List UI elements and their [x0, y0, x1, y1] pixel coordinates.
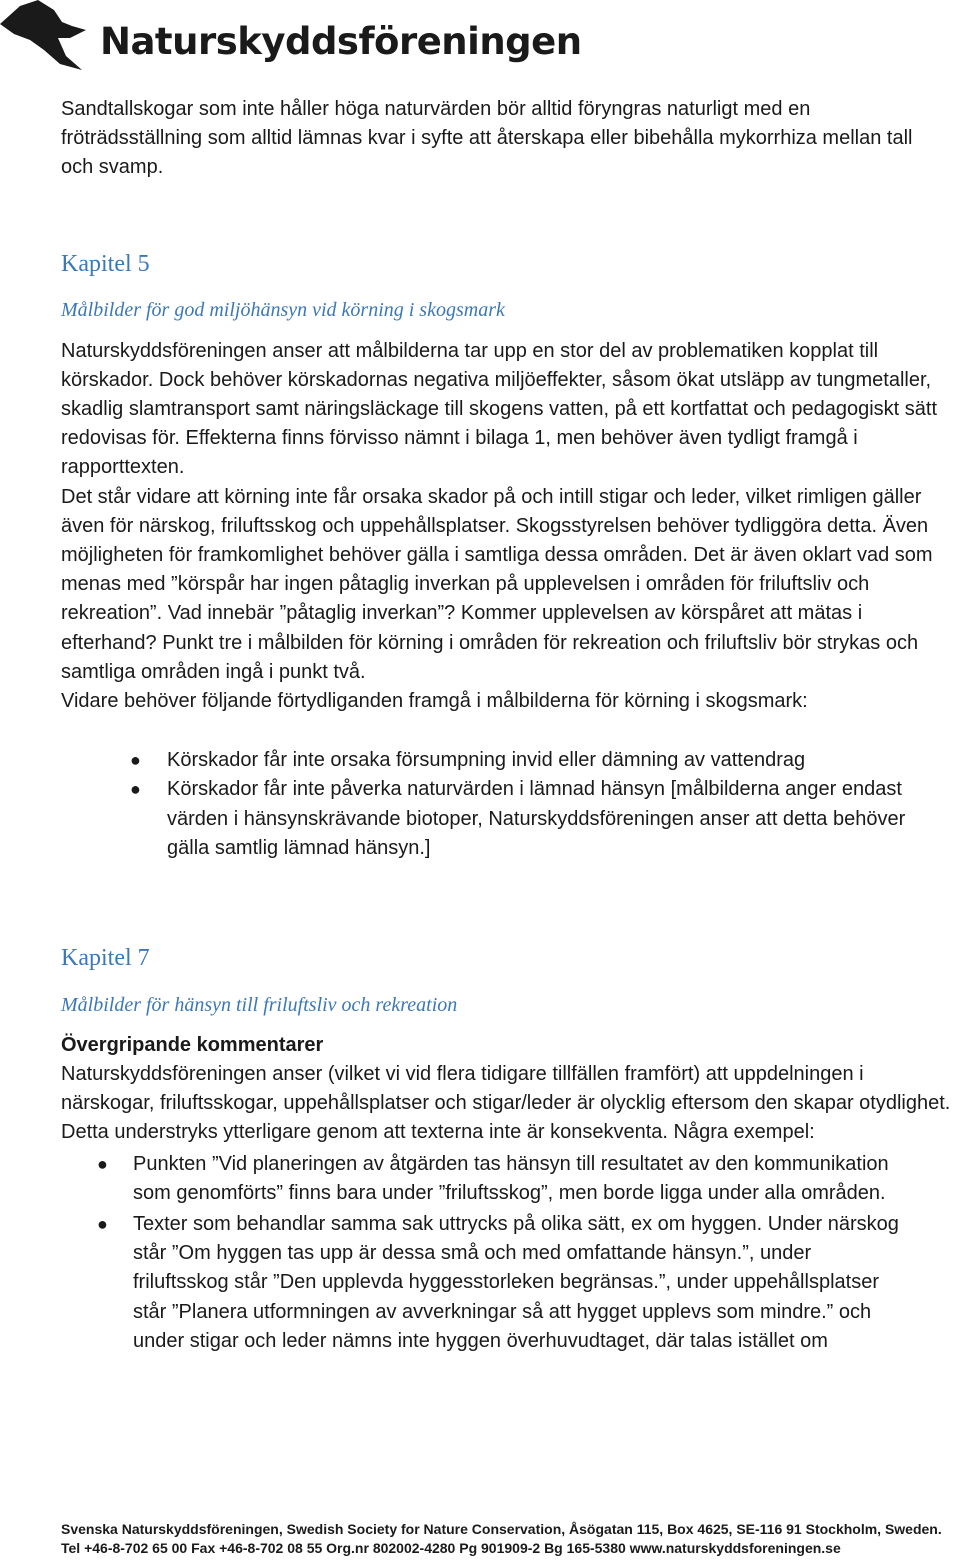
list-item: ● Körskador får inte orsaka försumpning invid eller dämning av vattendrag — [58, 746, 916, 775]
chapter-7-title: Kapitel 7 — [61, 945, 150, 972]
footer-contact: Tel +46-8-702 65 00 Fax +46-8-702 08 55 Org.nr 802002-4280 Pg 901909-2 Bg 165-5380 www.naturskyddsforeningen.se — [61, 1540, 841, 1556]
list-item: ● Texter som behandlar samma sak uttrycks på olika sätt, ex om hyggen. Under närskog står ”Om hyggen tas upp är dessa små och med omfattande hänsyn.”, under friluftsskog står ”Den upplevda hyggesstorleken begränsas.”, under uppehållsplatser står ”Planera utformningen av avverkningar så att hygget upplevs som mindre.” och under stigar och leder nämns inte hyggen överhuvudtaget, där talas istället om — [61, 1210, 901, 1356]
brand-name: Naturskyddsföreningen — [100, 20, 582, 63]
bullet-icon: ● — [130, 779, 141, 800]
list-item: ● Punkten ”Vid planeringen av åtgärden tas hänsyn till resultatet av den kommunikation som genomförts” finns bara under ”friluftsskog”, men borde ligga under alla områden. — [61, 1150, 901, 1208]
chapter-5-bullet-list — [61, 746, 916, 863]
chapter-5-paragraph-1: Naturskyddsföreningen anser att målbilderna tar upp en stor del av problematiken kopplat till körskador. Dock behöver körskadornas negativa miljöeffekter, såsom ökat utsläpp av tungmetaller, skadlig slamtransport samt näringsläckage till skogens vatten, på ett kortfattat och pedagogiskt sätt redovisas för. Effekterna finns förvisso nämnt i bilaga 1, men behöver även tydligt framgå i rapporttexten. — [61, 339, 938, 479]
bullet-icon: ● — [130, 750, 141, 771]
chapter-5-title: Kapitel 5 — [61, 250, 150, 277]
chapter-5-paragraph-2: Det står vidare att körning inte får orsaka skador på och intill stigar och leder, vilket rimligen gäller även för närskog, friluftsskog och uppehållsplatser. Skogsstyrelsen behöver tydliggöra detta. Även möjligheten för framkomlighet behöver gälla i samtliga dessa områden. Det är även oklart vad som menas med ”körspår har ingen påtaglig inverkan på upplevelsen i områden för friluftsliv och rekreation”. Vad innebär ”påtaglig inverkan”? Kommer upplevelsen av körspåret att mätas i efterhand? Punkt tre i målbilden för körning i områden för rekreation och friluftsliv bör strykas och samtliga områden ingå i punkt två. — [61, 485, 933, 683]
page-footer — [61, 1520, 942, 1558]
section-heading: Övergripande kommentarer — [61, 1034, 324, 1057]
chapter-7-paragraph-1: Naturskyddsföreningen anser (vilket vi vid flera tidigare tillfällen framfört) att uppdelningen i närskogar, friluftsskogar, uppehållsplatser och stigar/leder är olycklig eftersom den skapar otydlighet. Detta understryks ytterligare genom att texterna inte är konsekventa. Några exempel: — [61, 1063, 951, 1144]
bird-logo-icon — [0, 0, 92, 70]
bullet-icon: ● — [97, 1153, 108, 1174]
list-item: ● Körskador får inte påverka naturvärden i lämnad hänsyn [målbilderna anger endast värden i hänsynskrävande biotoper, Naturskyddsföreningen anser att detta behöver gälla samtlig lämnad hänsyn.] — [58, 775, 916, 863]
chapter-7-subtitle: Målbilder för hänsyn till friluftsliv och rekreation — [61, 994, 458, 1017]
chapter-5-subtitle: Målbilder för god miljöhänsyn vid körning i skogsmark — [61, 298, 505, 321]
intro-paragraph: Sandtallskogar som inte håller höga naturvärden bör alltid föryngras naturligt med en fröträdsställning som alltid lämnas kvar i syfte att återskapa eller bibehålla mykorrhiza mellan tall och svamp. — [61, 98, 913, 179]
chapter-7-bullet-list — [61, 1150, 901, 1356]
document-body — [61, 95, 957, 1356]
bullet-icon: ● — [97, 1214, 108, 1235]
chapter-5-paragraph-3: Vidare behöver följande förtydliganden framgå i målbilderna för körning i skogsmark: — [61, 690, 808, 713]
footer-address: Svenska Naturskyddsföreningen, Swedish Society for Nature Conservation, Åsögatan 115, Box 4625, SE-116 91 Stockholm, Sweden. — [61, 1521, 942, 1537]
page-header — [0, 0, 960, 70]
